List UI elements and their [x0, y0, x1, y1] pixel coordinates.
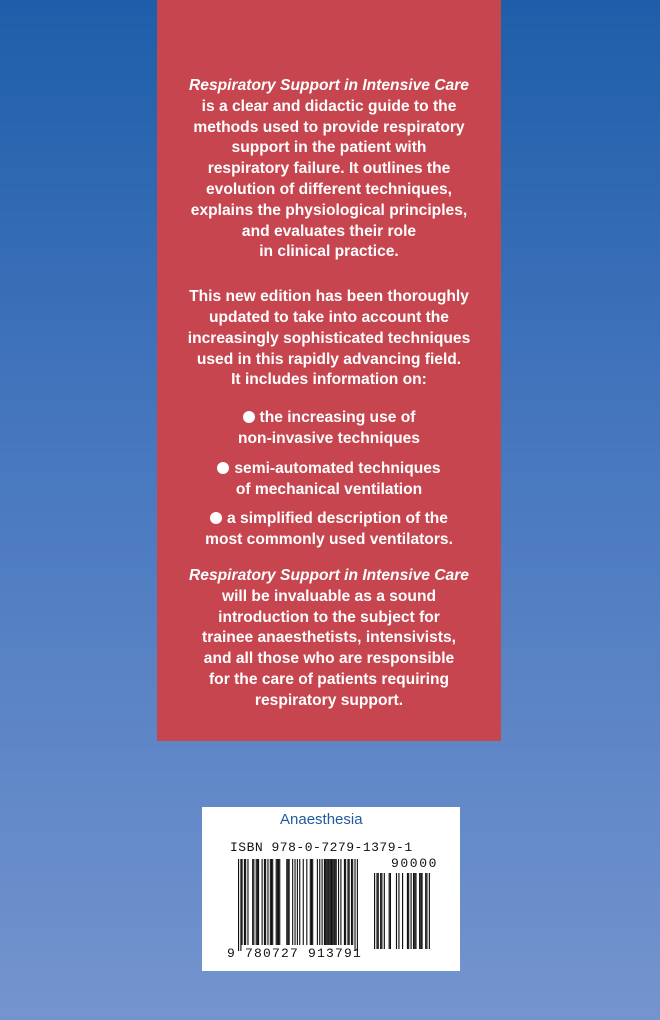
- barcode-bar: [415, 873, 416, 949]
- barcode-bar: [390, 873, 391, 949]
- barcode-bar: [426, 873, 427, 949]
- barcode-bar: [376, 873, 377, 949]
- barcode-bar: [333, 859, 334, 945]
- barcode-bar: [272, 859, 273, 945]
- price-addon-number: 90000: [391, 856, 439, 871]
- barcode-bar: [378, 873, 379, 949]
- barcode-bar: [294, 859, 295, 945]
- barcode-bar: [338, 859, 339, 945]
- barcode-bar: [411, 873, 412, 949]
- barcode-bar: [396, 873, 397, 949]
- barcode-bar: [381, 873, 382, 949]
- barcode-bar: [374, 873, 375, 949]
- barcode-bar: [240, 859, 241, 951]
- barcode-bar: [421, 873, 422, 949]
- barcode-bar: [327, 859, 328, 945]
- closing-paragraph: [157, 566, 501, 712]
- bullet-text: the increasing use of non-invasive techniques: [238, 409, 420, 447]
- barcode-bar: [330, 859, 331, 945]
- barcode-bar: [402, 873, 403, 949]
- barcode-bar: [238, 859, 239, 951]
- barcode-bar: [306, 859, 307, 945]
- barcode-bar: [279, 859, 280, 945]
- barcode-bar: [265, 859, 266, 945]
- barcode-bar: [310, 859, 311, 945]
- barcode-bar: [271, 859, 272, 945]
- barcode-bar: [244, 859, 245, 945]
- intro-book-title: Respiratory Support in Intensive Care: [189, 77, 469, 94]
- barcode-bar: [257, 859, 258, 945]
- barcode-bar: [277, 859, 278, 945]
- bullet-text: a simplified description of the most commonly used ventilators.: [205, 510, 453, 549]
- intro-paragraph: [157, 76, 501, 263]
- bullet-dot-icon: [217, 462, 229, 474]
- barcode-bar: [297, 859, 298, 945]
- barcode-bar: [325, 859, 326, 945]
- barcode-bar: [407, 873, 408, 949]
- barcode-bar: [312, 859, 313, 945]
- ean-digits: 9 780727 913791: [227, 946, 363, 961]
- barcode-bar: [419, 873, 420, 949]
- isbn-text: ISBN 978-0-7279-1379-1: [230, 840, 413, 855]
- closing-text: will be invaluable as a sound introduction to the subject for trainee anaesthetists, intensivists, and all those who are responsible for the care of patients requiring respiratory support.: [202, 587, 456, 709]
- description-panel: [157, 0, 501, 741]
- barcode-bar: [349, 859, 350, 945]
- barcode-bar: [351, 859, 352, 945]
- bullet-dot-icon: [243, 411, 255, 423]
- barcode-bar: [245, 859, 246, 945]
- addon-barcode-bars: [374, 873, 430, 949]
- barcode-bar: [289, 859, 290, 945]
- barcode-bar: [287, 859, 288, 945]
- barcode-bar: [319, 859, 320, 945]
- barcode-bar: [340, 859, 341, 945]
- closing-book-title: Respiratory Support in Intensive Care: [189, 566, 469, 584]
- barcode-bar: [324, 859, 325, 945]
- barcode-bar: [247, 859, 248, 945]
- barcode-bar: [389, 873, 390, 949]
- bullet-item: [157, 408, 501, 450]
- barcode-bar: [414, 873, 415, 949]
- barcode-bar: [267, 859, 268, 945]
- barcode-bar: [256, 859, 257, 945]
- barcode-label: [202, 807, 460, 971]
- barcode-bar: [276, 859, 277, 945]
- barcode-bar: [322, 859, 323, 945]
- barcode-bar: [278, 859, 279, 945]
- barcode-bar: [311, 859, 312, 945]
- barcode-bar: [292, 859, 293, 945]
- barcode-bar: [398, 873, 399, 949]
- barcode-bar: [270, 859, 271, 945]
- intro-text: is a clear and didactic guide to the methods used to provide respiratory support in the patient with respiratory failure. It outlines the evolution of different techniques, explains the physiological principles, and evaluates their role in clinical practice.: [190, 97, 468, 261]
- barcode-bar: [303, 859, 304, 945]
- barcode-bar: [408, 873, 409, 949]
- barcode-bar: [326, 859, 327, 945]
- barcode-bar: [252, 859, 253, 945]
- barcode-bar: [345, 859, 346, 945]
- barcode-bar: [344, 859, 345, 945]
- barcode-bar: [347, 859, 348, 945]
- bullet-dot-icon: [210, 512, 222, 524]
- ean-barcode-bars: [238, 859, 358, 951]
- barcode-bar: [253, 859, 254, 945]
- barcode-bar: [332, 859, 333, 945]
- barcode-bar: [299, 859, 300, 945]
- edition-paragraph: This new edition has been thoroughly updated to take into account the increasingly sophisticated techniques used in this rapidly advancing field. It includes information on:: [187, 288, 471, 389]
- barcode-bar: [420, 873, 421, 949]
- bullet-text: semi-automated techniques of mechanical ventilation: [234, 459, 441, 498]
- barcode-bar: [286, 859, 287, 945]
- barcode-bar: [354, 859, 355, 951]
- barcode-bar: [429, 873, 430, 949]
- barcode-bar: [317, 859, 318, 945]
- barcode-bar: [352, 859, 353, 945]
- barcode-bar: [329, 859, 330, 945]
- barcode-bar: [334, 859, 335, 945]
- barcode-bar: [331, 859, 332, 945]
- barcode-bar: [380, 873, 381, 949]
- barcode-bar: [336, 859, 337, 945]
- barcode-bar: [264, 859, 265, 945]
- barcode-bar: [425, 873, 426, 949]
- barcode-bar: [413, 873, 414, 949]
- barcode-bar: [258, 859, 259, 945]
- barcode-bar: [384, 873, 385, 949]
- barcode-bar: [357, 859, 358, 951]
- barcode-bar: [262, 859, 263, 945]
- barcode-bar: [242, 859, 243, 945]
- bullet-item: [157, 459, 501, 501]
- bullet-item: [157, 509, 501, 551]
- subject-category: Anaesthesia: [280, 811, 363, 828]
